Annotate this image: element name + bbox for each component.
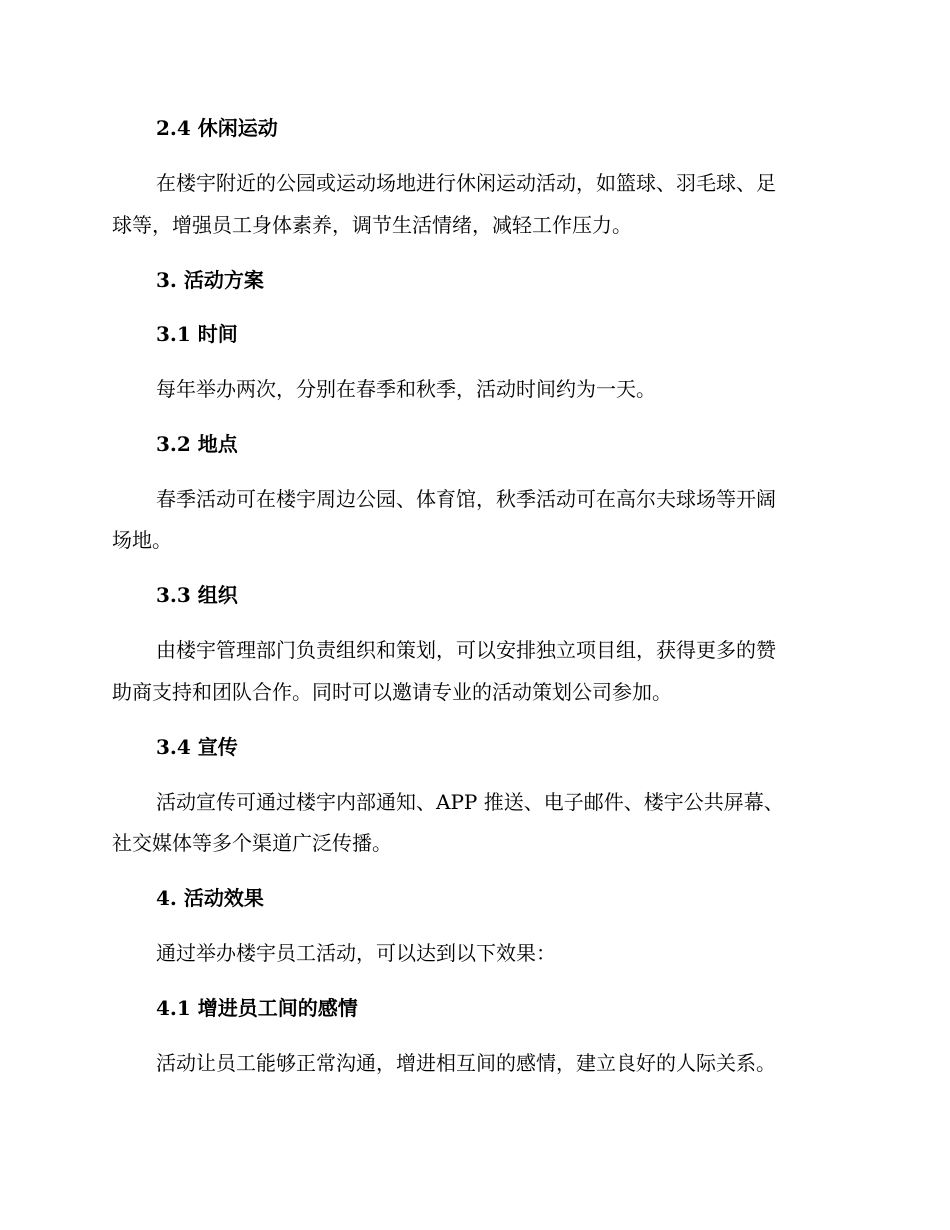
section-heading-3-4: 3.4 宣传 bbox=[156, 735, 238, 759]
paragraph-line: 活动宣传可通过楼宇内部通知、APP 推送、电子邮件、楼宇公共屏幕、 bbox=[156, 790, 784, 814]
paragraph-line: 球等，增强员工身体素养，调节生活情绪，减轻工作压力。 bbox=[112, 213, 632, 237]
paragraph-line: 由楼宇管理部门负责组织和策划，可以安排独立项目组，获得更多的赞 bbox=[156, 638, 776, 662]
section-heading-3-1: 3.1 时间 bbox=[156, 322, 238, 346]
section-heading-3: 3. 活动方案 bbox=[156, 268, 264, 292]
paragraph-line: 春季活动可在楼宇周边公园、体育馆，秋季活动可在高尔夫球场等开阔 bbox=[156, 487, 776, 511]
paragraph-line: 社交媒体等多个渠道广泛传播。 bbox=[112, 831, 392, 855]
paragraph-line: 场地。 bbox=[112, 528, 172, 552]
section-heading-3-2: 3.2 地点 bbox=[156, 432, 238, 456]
paragraph-line: 在楼宇附近的公园或运动场地进行休闲运动活动，如篮球、羽毛球、足 bbox=[156, 171, 776, 195]
section-heading-3-3: 3.3 组织 bbox=[156, 583, 238, 607]
paragraph-line: 助商支持和团队合作。同时可以邀请专业的活动策划公司参加。 bbox=[112, 680, 672, 704]
paragraph-line: 每年举办两次，分别在春季和秋季，活动时间约为一天。 bbox=[156, 377, 656, 401]
section-heading-4: 4. 活动效果 bbox=[156, 886, 264, 910]
section-heading-4-1: 4.1 增进员工间的感情 bbox=[156, 996, 358, 1020]
paragraph-line: 活动让员工能够正常沟通，增进相互间的感情，建立良好的人际关系。 bbox=[156, 1051, 776, 1075]
section-heading-2-4: 2.4 休闲运动 bbox=[156, 116, 278, 140]
paragraph-line: 通过举办楼宇员工活动，可以达到以下效果： bbox=[156, 941, 556, 965]
